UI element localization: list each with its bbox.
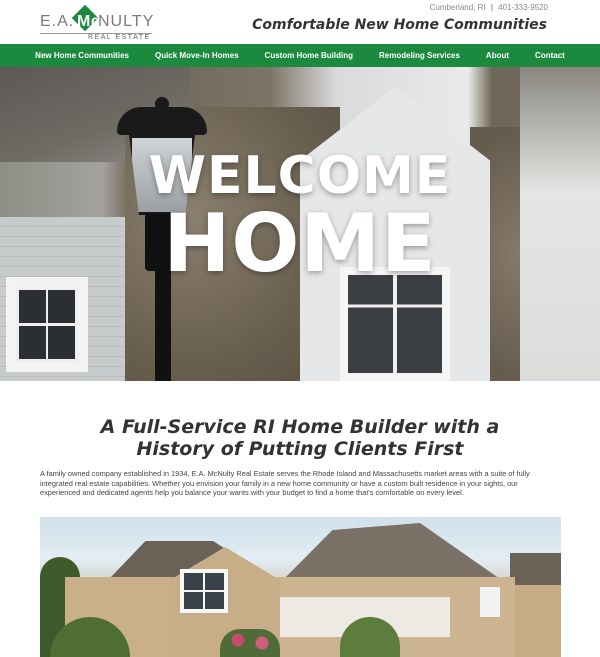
logo-initials: E.A.: [40, 13, 75, 30]
site-header: [0, 0, 600, 44]
hero-title-line2: HOME: [163, 197, 437, 290]
hero-title: [0, 146, 600, 290]
hero-banner: [0, 67, 600, 381]
nav-new-home-communities[interactable]: New Home Communities: [35, 51, 129, 60]
intro-paragraph: A family owned company established in 1934, E.A. McNulty Real Estate serves the Rhode Island and Massachusetts market areas with a suite of fully integrated real estate capabilities. Whether you envision your family in a new home community or have a custom built residence in your sights, our experienced and dedicated agents help you balance your wants with your budget to find a home that's comfortable on every level.: [40, 469, 530, 498]
nav-custom-home-building[interactable]: Custom Home Building: [264, 51, 353, 60]
logo-mc: Mc: [77, 13, 101, 30]
logo-surname: NULTY: [98, 13, 155, 30]
header-tagline: Comfortable New Home Communities: [252, 17, 547, 33]
main-nav: [0, 44, 600, 67]
nav-remodeling-services[interactable]: Remodeling Services: [379, 51, 460, 60]
intro-heading: A Full-Service RI Home Builder with a History of Putting Clients First: [100, 416, 500, 460]
contact-separator: |: [490, 3, 493, 12]
nav-quick-move-in-homes[interactable]: Quick Move-In Homes: [154, 51, 239, 60]
nav-contact[interactable]: Contact: [535, 51, 565, 60]
header-contact: [430, 3, 548, 12]
site-logo[interactable]: [40, 6, 155, 41]
logo-subtitle: REAL ESTATE: [88, 34, 151, 41]
nav-about[interactable]: About: [485, 51, 510, 60]
hero-title-line1: WELCOME: [148, 146, 452, 206]
featured-home-image: [40, 517, 561, 657]
phone-link[interactable]: 401-333-9520: [498, 3, 548, 12]
location-text: Cumberland, RI: [429, 3, 486, 12]
hero-window-left: [6, 277, 88, 372]
